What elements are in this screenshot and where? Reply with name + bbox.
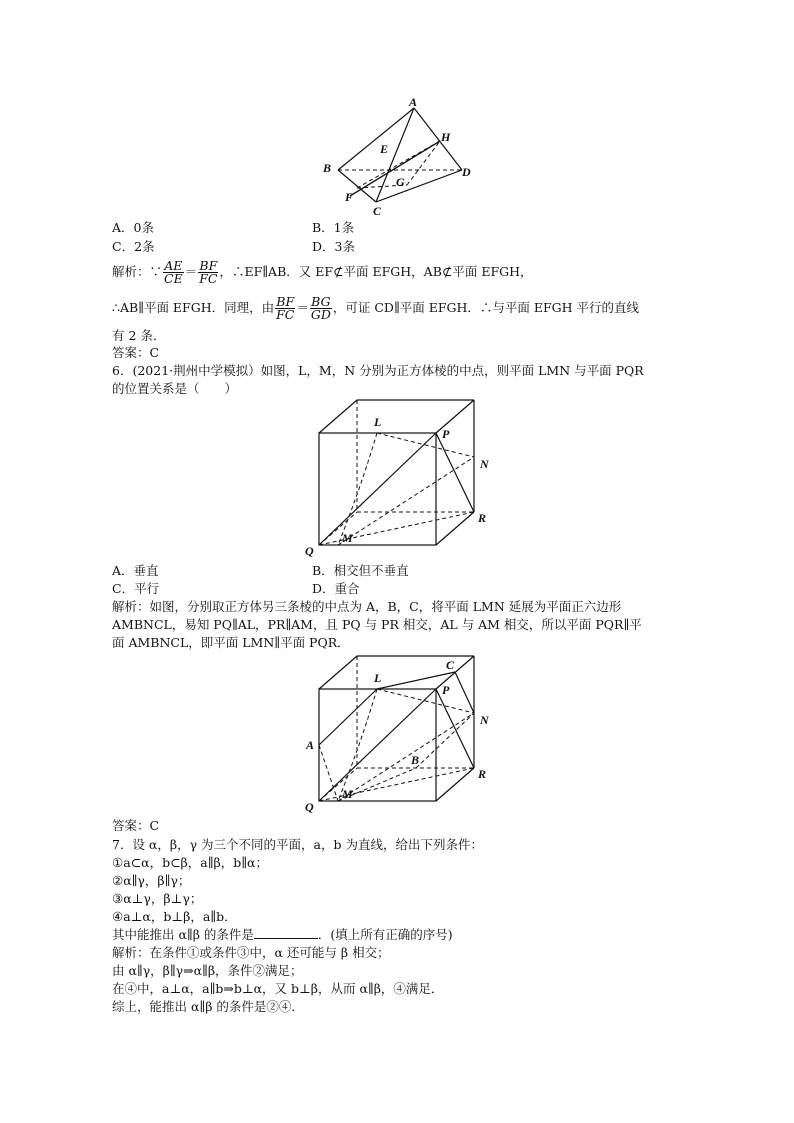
q5-option-d: D．3条 — [312, 239, 355, 254]
q6-option-a: A．垂直 — [112, 563, 159, 578]
q7-condition-3: ③α⊥γ，β⊥γ； — [112, 891, 203, 906]
q6-solution-line1: 解析：如图，分别取正方体另三条棱的中点为 A，B，C，将平面 LMN 延展为平面正六边形 — [112, 599, 622, 614]
q7-solution-line2: 由 α∥γ，β∥γ⇒α∥β，条件②满足； — [112, 963, 303, 978]
label-C: C — [373, 204, 382, 218]
q6-option-b: B．相交但不垂直 — [312, 563, 409, 578]
q5-solution-line2: ∴AB∥平面 EFGH．同理，由 $\frac{BF}{FC}$ ＝ $\frac{BG}{GD}$ ，可证 CD∥平面 EFGH．∴与平面 EFGH 平行的直线 — [112, 294, 640, 322]
q5-option-c: C．2条 — [112, 239, 155, 254]
label-P: P — [442, 427, 450, 441]
label-N2: N — [480, 713, 489, 727]
q6-option-d: D．重合 — [312, 581, 360, 596]
q7-condition-1: ①a⊂α，b⊂β，a∥β，b∥α； — [112, 855, 268, 870]
label-M: M — [342, 531, 353, 545]
label-C2: C — [446, 658, 455, 672]
q7-solution-line4: 综上，能推出 α∥β 的条件是②④． — [112, 999, 304, 1014]
q7-condition-4: ④a⊥α，b⊥β，a∥b． — [112, 909, 237, 924]
q5-solution-line1: 解析：∵ $\frac{AE}{CE}$ ＝ $\frac{BF}{FC}$ ，∴EF∥AB．又 EF⊄平面 EFGH，AB⊄平面 EFGH， — [112, 258, 533, 286]
label-L: L — [374, 415, 382, 429]
label-B2: B — [411, 753, 420, 767]
label-A: A — [409, 95, 418, 109]
q6-stem-line2: 的位置关系是（ ） — [112, 381, 238, 396]
fraction-bf-fc: $\frac{BF}{FC}$ — [199, 258, 218, 286]
label-F: F — [345, 190, 354, 204]
label-E: E — [380, 142, 389, 156]
label-N: N — [480, 457, 489, 471]
q5-option-a: A．0条 — [112, 220, 154, 235]
label-L2: L — [374, 671, 382, 685]
label-Q2: Q — [305, 800, 314, 814]
fraction-ae-ce: $\frac{AE}{CE}$ — [164, 258, 183, 286]
label-A2: A — [306, 738, 315, 752]
q6-answer: 答案：C — [112, 818, 160, 833]
q6-stem-line1: 6．(2021·荆州中学模拟）如图，L，M，N 分别为正方体棱的中点，则平面 LMN 与平面 PQR — [112, 363, 644, 378]
label-P2: P — [442, 683, 450, 697]
label-Q: Q — [305, 544, 314, 558]
q5-option-b: B．1条 — [312, 220, 355, 235]
label-M2: M — [342, 787, 353, 801]
label-B: B — [323, 161, 332, 175]
label-R: R — [478, 511, 487, 525]
q6-solution-line2: AMBNCL，易知 PQ∥AL，PR∥AM，且 PQ 与 PR 相交，AL 与 AM 相交，所以平面 PQR∥平 — [112, 617, 642, 632]
fraction-bg-gd: $\frac{BG}{GD}$ — [310, 294, 331, 322]
q5-answer: 答案：C — [112, 345, 160, 360]
answer-blank — [254, 927, 318, 939]
label-G: G — [396, 175, 405, 189]
q7-question: 其中能推出 α∥β 的条件是 ．(填上所有正确的序号) — [112, 927, 453, 942]
label-R2: R — [478, 767, 487, 781]
q7-solution-line3: 在④中，a⊥α，a∥b⇒b⊥α，又 b⊥β，从而 α∥β，④满足． — [112, 981, 444, 996]
q6-solution-line3: 面 AMBNCL，即平面 LMN∥平面 PQR． — [112, 635, 350, 650]
q7-solution-line1: 解析：在条件①或条件③中，α 还可能与 β 相交； — [112, 945, 390, 960]
q7-condition-2: ②α∥γ，β∥γ； — [112, 873, 191, 888]
fraction-bf-fc-2: $\frac{BF}{FC}$ — [276, 294, 295, 322]
q7-stem: 7．设 α，β，γ 为三个不同的平面，a，b 为直线，给出下列条件： — [112, 837, 483, 852]
label-H: H — [441, 130, 451, 144]
label-D: D — [462, 165, 471, 179]
q5-solution-line3: 有 2 条． — [112, 328, 166, 343]
q6-option-c: C．平行 — [112, 581, 160, 596]
